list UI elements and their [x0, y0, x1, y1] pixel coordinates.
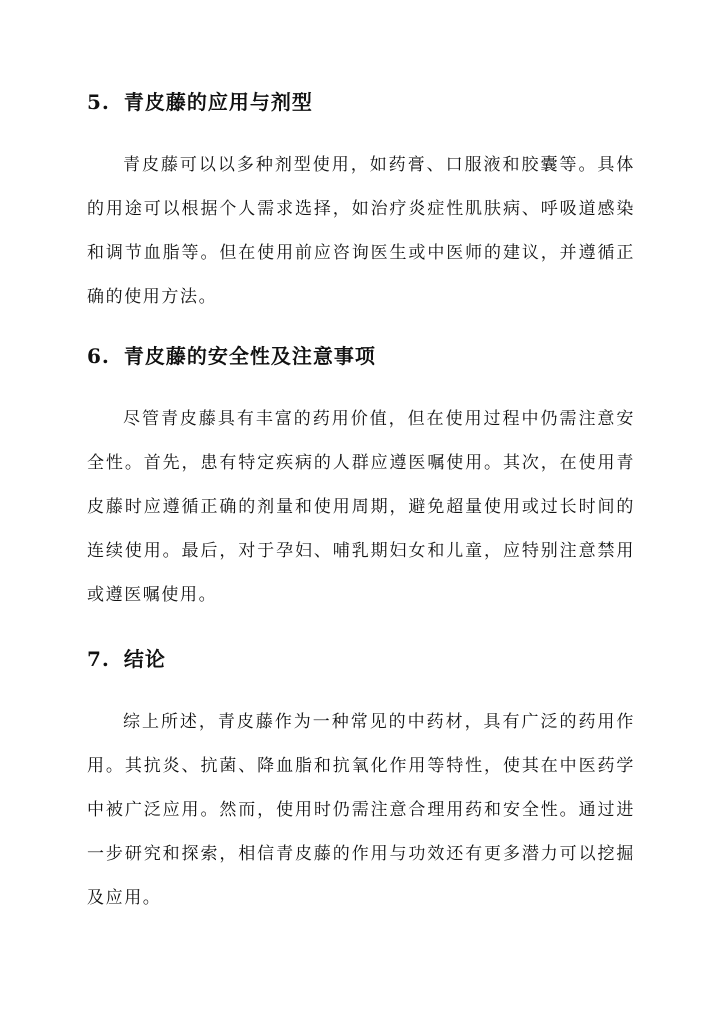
section-5-heading [87, 88, 313, 116]
section-5-number: 5. [87, 90, 110, 114]
section-7-title: 结论 [123, 647, 166, 671]
section-5-paragraph: 青皮藤可以以多种剂型使用，如药膏、口服液和胶囊等。具体的用途可以根据个人需求选择，如治疗炎症性肌肤病、呼吸道感染和调节血脂等。但在使用前应咨询医生或中医师的建议，并遵循正确的使用方法。 [87, 155, 635, 307]
section-6-paragraph: 尽管青皮藤具有丰富的药用价值，但在使用过程中仍需注意安全性。首先，患有特定疾病的人群应遵医嘱使用。其次，在使用青皮藤时应遵循正确的剂量和使用周期，避免超量使用或过长时间的连续使用。最后，对于孕妇、哺乳期妇女和儿童，应特别注意禁用或遵医嘱使用。 [87, 409, 635, 605]
section-5-title: 青皮藤的应用与剂型 [123, 90, 313, 114]
section-7-heading [87, 645, 166, 673]
section-6-heading [87, 342, 376, 370]
section-7-paragraph: 综上所述，青皮藤作为一种常见的中药材，具有广泛的药用作用。其抗炎、抗菌、降血脂和抗氧化作用等特性，使其在中医药学中被广泛应用。然而，使用时仍需注意合理用药和安全性。通过进一步研究和探索，相信青皮藤的作用与功效还有更多潜力可以挖掘及应用。 [87, 712, 635, 908]
section-6-title: 青皮藤的安全性及注意事项 [123, 344, 376, 368]
section-6-number: 6. [87, 344, 110, 368]
section-7-number: 7. [87, 647, 110, 671]
